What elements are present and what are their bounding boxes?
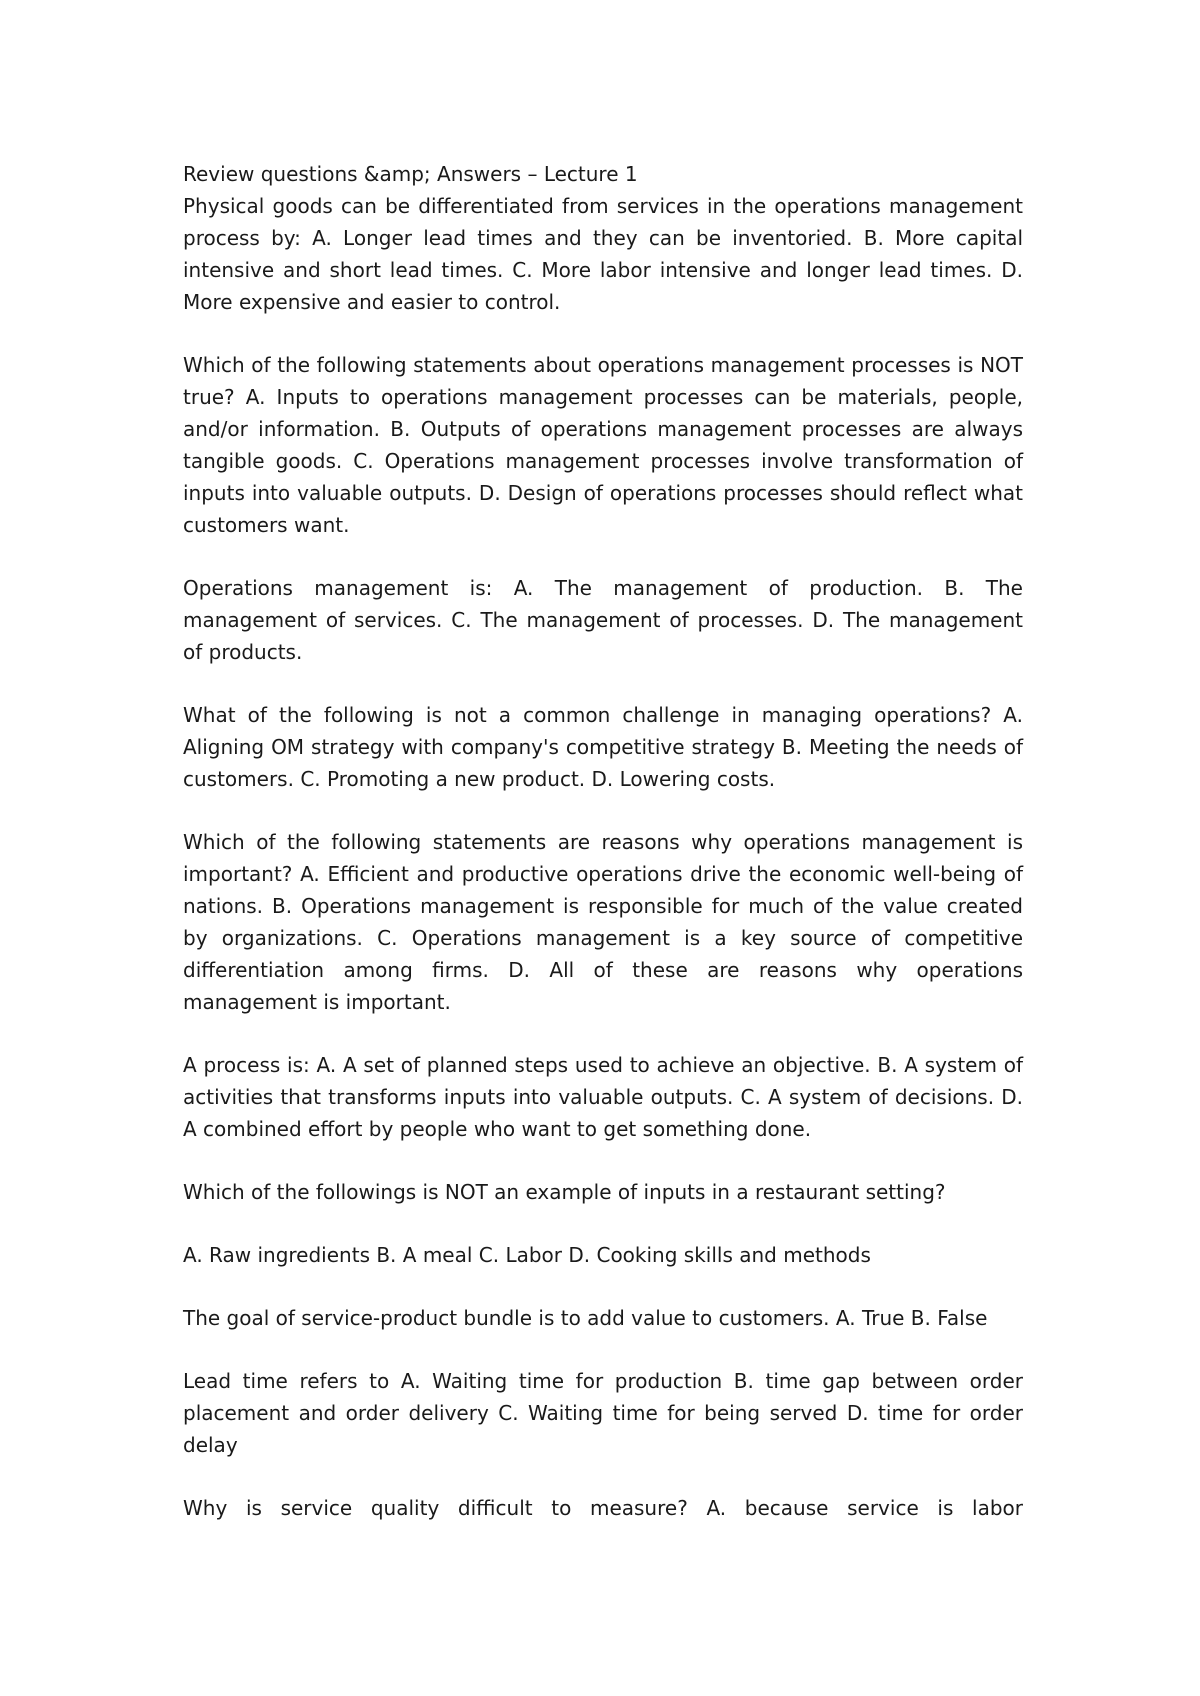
question-paragraph-1: Physical goods can be differentiated from services in the operations management process by: A. Longer lead times and they can be inventoried. B. More capital intensive and short lead times. C. More labor intensive and longer lead times. D. More expensive and easier to control.	[183, 194, 1023, 314]
question-paragraph-8: The goal of service-product bundle is to add value to customers. A. True B. False	[183, 1306, 988, 1330]
question-paragraph-2: Which of the following statements about operations management processes is NOT true? A. Inputs to operations management processes can be materials, people, and/or information. B. Outputs of operations management processes are always tangible goods. C. Operations management processes involve transformation of inputs into valuable outputs. D. Design of operations processes should reflect what customers want.	[183, 353, 1023, 537]
question-paragraph-3: Operations management is: A. The management of production. B. The management of services. C. The management of processes. D. The management of products.	[183, 576, 1023, 664]
question-paragraph-4: What of the following is not a common challenge in managing operations? A. Aligning OM strategy with company's competitive strategy B. Meeting the needs of customers. C. Promoting a new product. D. Lowering costs.	[183, 703, 1023, 791]
question-paragraph-7: Which of the followings is NOT an example of inputs in a restaurant setting?	[183, 1180, 946, 1204]
document-title: Review questions &amp; Answers – Lecture 1	[183, 162, 638, 186]
answer-options-paragraph: A. Raw ingredients B. A meal C. Labor D. Cooking skills and methods	[183, 1243, 871, 1267]
question-paragraph-6: A process is: A. A set of planned steps used to achieve an objective. B. A system of activities that transforms inputs into valuable outputs. C. A system of decisions. D. A combined effort by people who want to get something done.	[183, 1053, 1023, 1141]
question-paragraph-5: Which of the following statements are reasons why operations management is important? A. Efficient and productive operations drive the economic well-being of nations. B. Operations management is responsible for much of the value created by organizations. C. Operations management is a key source of competitive differentiation among firms. D. All of these are reasons why operations management is important.	[183, 830, 1023, 1014]
question-paragraph-10: Why is service quality difficult to measure? A. because service is labor	[183, 1496, 1023, 1520]
document-body	[183, 158, 1023, 1555]
question-paragraph-9: Lead time refers to A. Waiting time for production B. time gap between order placement and order delivery C. Waiting time for being served D. time for order delay	[183, 1369, 1023, 1457]
